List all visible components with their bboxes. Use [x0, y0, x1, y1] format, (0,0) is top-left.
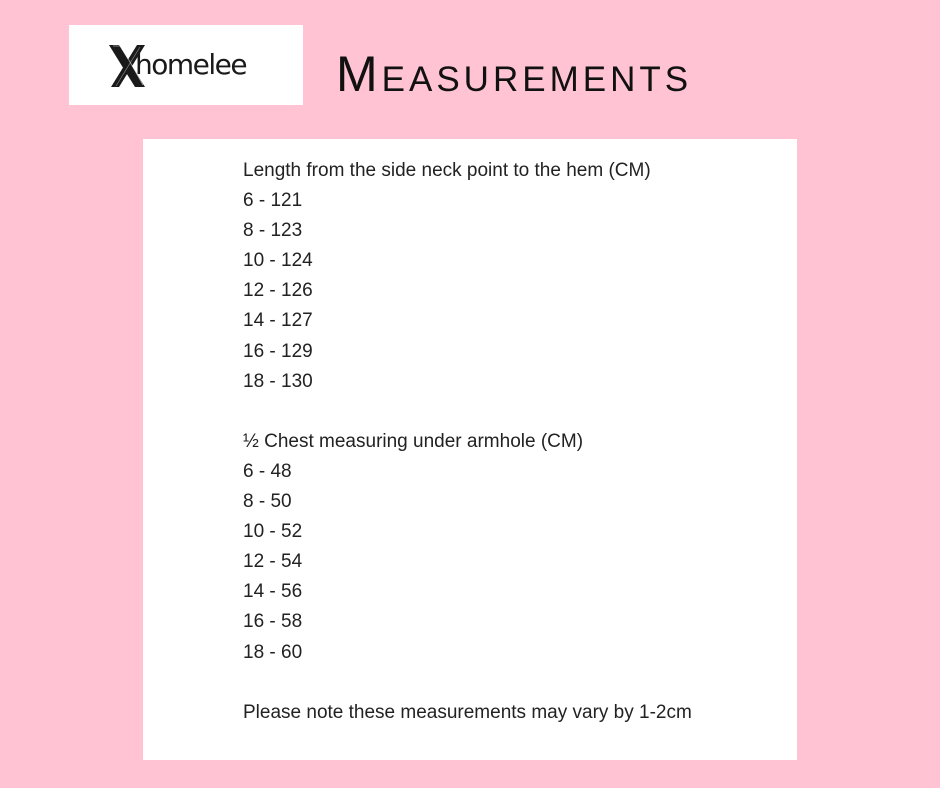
- measurements-card: [143, 139, 797, 760]
- length-row: 14 - 127: [243, 310, 313, 332]
- variance-note: Please note these measurements may vary by 1-2cm: [243, 701, 692, 723]
- section-spacer: [243, 397, 763, 427]
- chest-row: 14 - 56: [243, 581, 303, 603]
- chest-heading: ½ Chest measuring under armhole (CM): [243, 430, 584, 452]
- length-heading: Length from the side neck point to the hem (CM): [243, 160, 651, 181]
- chest-row: 16 - 58: [243, 611, 303, 633]
- page-title: Measurements: [336, 46, 693, 102]
- logo-wordmark: homelee: [135, 48, 247, 81]
- chest-row: 18 - 60: [243, 641, 303, 663]
- chest-row: 10 - 52: [243, 521, 303, 543]
- chest-row: 8 - 50: [243, 491, 292, 513]
- length-row: 12 - 126: [243, 280, 313, 302]
- brand-logo: [69, 25, 303, 105]
- length-row: 16 - 129: [243, 340, 313, 362]
- measurements-content: [243, 156, 763, 728]
- length-row: 18 - 130: [243, 370, 313, 392]
- section-spacer: [243, 668, 763, 698]
- length-row: 10 - 124: [243, 250, 313, 272]
- length-row: 6 - 121: [243, 190, 303, 212]
- chest-row: 12 - 54: [243, 551, 303, 573]
- length-row: 8 - 123: [243, 220, 303, 242]
- chest-row: 6 - 48: [243, 460, 292, 482]
